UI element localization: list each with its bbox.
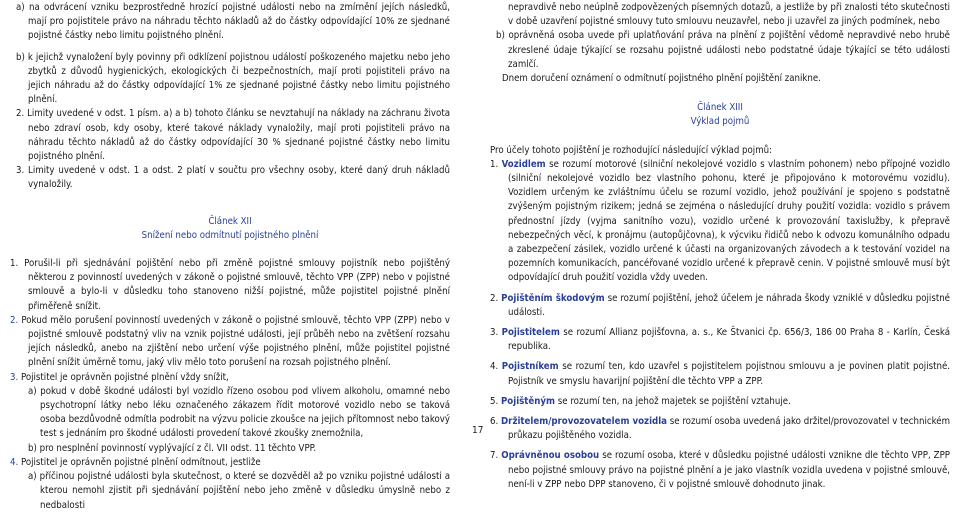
article-xii-point-4 bbox=[10, 456, 450, 470]
definition-item bbox=[490, 326, 950, 354]
article-xii-point-1 bbox=[10, 257, 450, 314]
article-xii-point-3b: b) pro nesplnění povinností vyplývající z čl. VII odst. 11 těchto VPP. bbox=[28, 442, 317, 454]
definition-number: 2. bbox=[490, 292, 499, 304]
point-text: Pokud mělo porušení povinností uvedených v zákoně o pojistné smlouvě, těchto VPP (ZPP) nebo v pojistné smlouvě podstatný vliv na vznik pojistné události, její průběh nebo na zvětšení rozsahu jejích následků, anebo na zjištění nebo určení výše pojistného plnění, může pojistitel pojistné plnění snížit úměrně tomu, jaký vliv mělo toto porušení na rozsah pojistného plnění. bbox=[21, 314, 450, 369]
paragraph-2: 2. Limity uvedené v odst. 1 písm. a) a b) tohoto článku se nevztahují na náklady na záchranu života nebo zdraví osob, kdy osoby, které takové náklady vynaložily, mají proti pojistiteli právo na náhradu těchto nákladů až do částky odpovídající 30 % sjednané pojistné částky nebo limitu pojistného plnění. bbox=[16, 108, 450, 163]
point-number: 2. bbox=[10, 314, 19, 326]
definition-term: Pojistníkem bbox=[501, 361, 559, 373]
point-text: Pojistitel je oprávněn pojistné plnění odmítnout, jestliže bbox=[20, 456, 261, 468]
definition-text: se rozumí ten, na jehož majetek se pojištění vztahuje. bbox=[555, 395, 791, 407]
paragraph-4b: b) oprávněná osoba uvede při uplatňování práva na plnění z pojištění vědomě nepravdivé nebo hrubě zkreslené údaje týkající se rozsahu pojistné události nebo podstatné údaje týkající se této události zamlčí. bbox=[496, 30, 950, 70]
definition-item bbox=[490, 395, 950, 409]
definition-number: 6. bbox=[490, 416, 499, 428]
page-number: 17 bbox=[472, 425, 484, 436]
definition-text: se rozumí ten, kdo uzavřel s pojistitelem pojistnou smlouvu a je povinen platit pojistné. Pojistník ve smyslu havarijní pojištění dle těchto VPP a ZPP. bbox=[508, 361, 950, 387]
definition-number: 7. bbox=[490, 450, 499, 462]
definitions-list bbox=[490, 158, 950, 492]
definition-item bbox=[490, 292, 950, 320]
definition-term: Vozidlem bbox=[501, 158, 546, 170]
definition-term: Pojištěným bbox=[500, 395, 556, 407]
paragraph-1b: b) k jejichž vynaložení byly povinny při odklízení pojistnou událostí poškozeného majetku nebo jeho zbytků z důvodů hygienických, ekologických či bezpečnostních, mají proti pojistiteli právo na jejich náhradu až do částky odpovídající 1% ze sjednané pojistné částky nebo limitu pojistného plnění. bbox=[16, 51, 450, 106]
article-xiii-subtitle: Výklad pojmů bbox=[690, 116, 750, 128]
definition-item bbox=[490, 449, 950, 492]
point-number: 3. bbox=[10, 371, 19, 383]
definition-number: 4. bbox=[490, 361, 499, 373]
point-number: 1. bbox=[10, 258, 19, 270]
definition-text: se rozumí pojištění, jehož účelem je náhrada škody vzniklé v důsledku pojistné události. bbox=[508, 292, 950, 318]
article-xii-point-2 bbox=[10, 314, 450, 371]
definition-number: 1. bbox=[490, 158, 499, 170]
definition-number: 3. bbox=[490, 327, 499, 339]
article-xii-point-3a: a) pokud v době škodné události byl vozidlo řízeno osobou pod vlivem alkoholu, omamné nebo psychotropní látky nebo léku označeného zákazem řídit motorové vozidlo nebo se taková osoba bezdůvodně odmítla podrobit na výzvu policie zkoušce na jejich přítomnost nebo takový test s jednáním pro škodné události provedení takové zkoušky znemožnila, bbox=[28, 385, 450, 440]
definition-term: Oprávněnou osobou bbox=[501, 450, 600, 462]
point-text: Porušil-li při sjednávání pojištění nebo při změně pojistné smlouvy pojistník nebo pojištěný některou z povinností uvedených v zákoně o pojistné smlouvě, těchto VPP (ZPP) nebo v pojistné smlouvě a bylo-li v důsledku toho stanoveno nižší pojistné, může pojistitel pojistné plnění přiměřeně snížit. bbox=[24, 258, 450, 312]
definition-item bbox=[490, 415, 950, 443]
article-xii-point-3 bbox=[10, 371, 450, 385]
paragraph-continued: nepravdivě nebo neúplně zodpovězených písemných dotazů, a jestliže by při znalosti této skutečnosti v době uzavření pojistné smlouvy tuto smlouvu neuzavřel, nebo ji uzavřel za jiných podmínek, nebo bbox=[508, 2, 950, 28]
definition-term: Pojištěním škodovým bbox=[501, 292, 605, 304]
definition-term: Pojistitelem bbox=[501, 327, 560, 339]
point-text: Pojistitel je oprávněn pojistné plnění vždy snížit, bbox=[20, 371, 229, 383]
definition-number: 5. bbox=[490, 395, 499, 407]
paragraph-1a: a) na odvrácení vzniku bezprostředně hrozící pojistné události nebo na zmírnění jejích následků, mají pro pojistitele právo na náhradu těchto nákladů až do částky odpovídající 10% ze sjednané pojistné částky nebo limitu pojistného plnění. bbox=[16, 2, 450, 42]
paragraph-termination: Dnem doručení oznámení o odmítnutí pojistného plnění pojištění zanikne. bbox=[502, 73, 821, 85]
article-xiii-title: Článek XIII bbox=[697, 102, 743, 114]
article-xii-title: Článek XII bbox=[208, 215, 252, 227]
definition-term: Držitelem/provozovatelem vozidla bbox=[501, 416, 667, 428]
definition-text: se rozumí osoba, které v důsledku pojistné události vznikne dle těchto VPP, ZPP nebo pojistné smlouvy právo na pojistné plnění a je jako vlastník vozidla uvedena v pojistné smlouvě, není-li v ZPP nebo DPP stanoveno, či v pojistné smlouvě dohodnuto jinak. bbox=[508, 450, 950, 490]
left-column bbox=[10, 1, 450, 513]
paragraph-3: 3. Limity uvedené v odst. 1 a odst. 2 platí v součtu pro všechny osoby, které daný druh nákladů vynaložily. bbox=[16, 165, 450, 191]
definition-text: se rozumí Allianz pojišťovna, a. s., Ke Štvanici čp. 656/3, 186 00 Praha 8 - Karlín, Česká republika. bbox=[508, 327, 950, 353]
definition-item bbox=[490, 360, 950, 388]
definitions-intro: Pro účely tohoto pojištění je rozhodující následující výklad pojmů: bbox=[490, 144, 772, 156]
article-xii-point-4a: a) příčinou pojistné události byla skutečnost, o které se dozvěděl až po vzniku pojistné události a kterou nemohl zjistit při sjednávání pojištění nebo jeho změně v důsledku úmyslně nebo z nedbalosti bbox=[28, 471, 450, 511]
definition-item bbox=[490, 158, 950, 286]
right-column bbox=[490, 1, 950, 498]
definition-text: se rozumí osoba uvedená jako držitel/provozovatel v technickém průkazu pojištěného vozidla. bbox=[508, 416, 951, 442]
point-number: 4. bbox=[10, 456, 19, 468]
article-xii-subtitle: Snížení nebo odmítnutí pojistného plnění bbox=[141, 229, 319, 241]
definition-text: se rozumí motorové (silniční nekolejové vozidlo s vlastním pohonem) nebo přípojné vozidlo (silniční nekolejové vozidlo bez vlastního pohonu, které je připojováno k motorovému vozidlu). Vozidlem určeným ke zvláštnímu účelu se rozumí vozidlo, jehož používání je spojeno s podstatně zvýšeným pojistným rizikem; jedná se zejména o následující druhy použití vozidla: vozidlo s právem přednostní jízdy (vyjma sanitního vozu), vozidlo určené k provozování taxislužby, k přepravě nebezpečných věcí, k pronájmu (autopůjčovna), k výcviku řidičů nebo k odvozu komunálního odpadu a zabezpečení zásilek, vozidlo určené k účasti na organizovaných závodech a k testování vozidel na pozemních komunikacích, pancéřované vozidlo určené k přepravě cenin. V pojistné smlouvě musí být odpovídající druh použití vozidla vždy uveden. bbox=[508, 158, 950, 284]
